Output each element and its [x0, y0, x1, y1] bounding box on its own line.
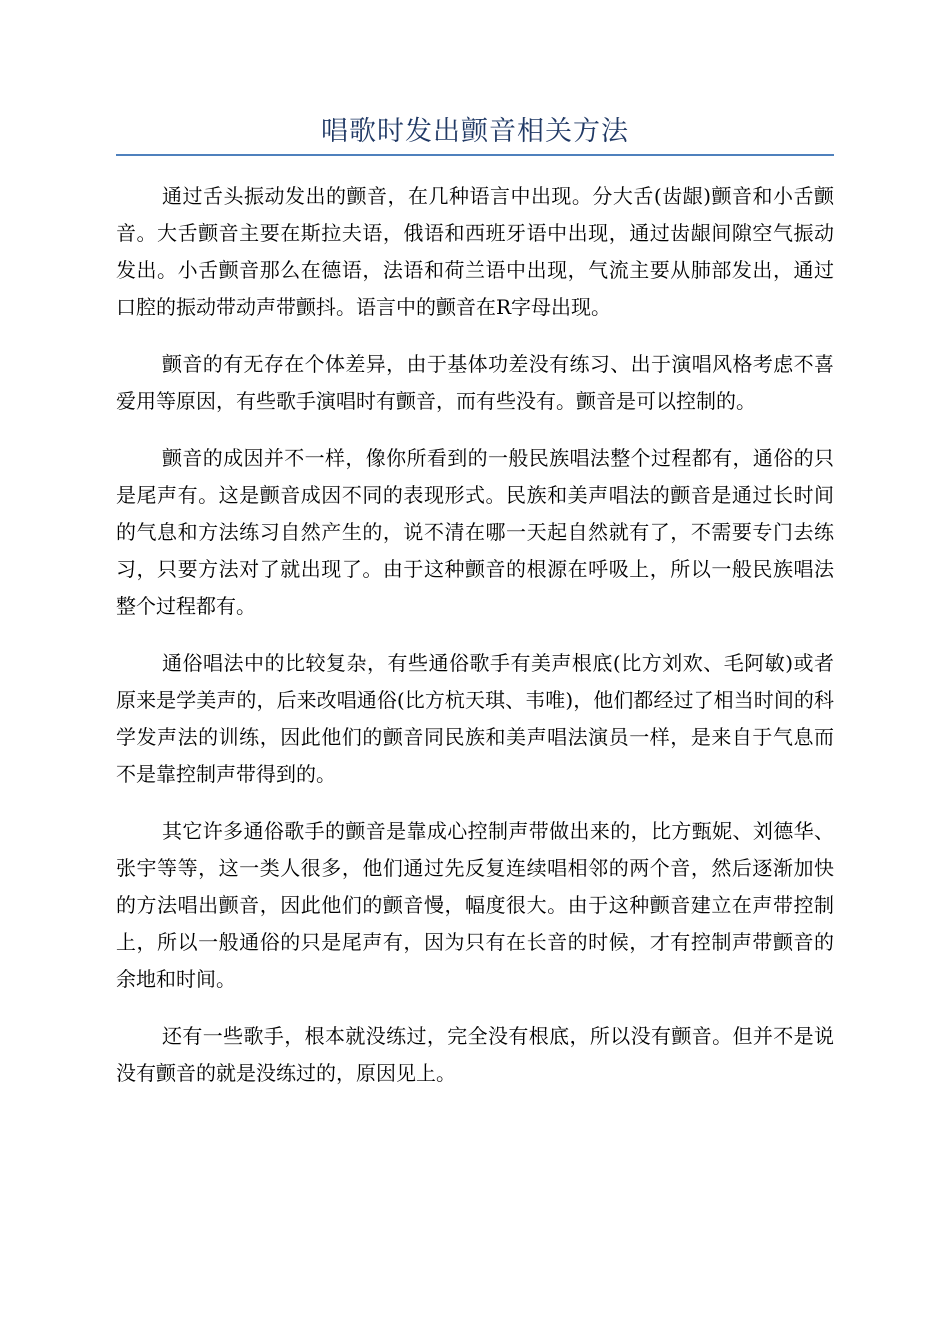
page-title: 唱歌时发出颤音相关方法	[321, 116, 629, 147]
paragraph-6: 还有一些歌手，根本就没练过，完全没有根底，所以没有颤音。但并不是说没有颤音的就是没练过的，原因见上。	[116, 1024, 834, 1085]
paragraph-2: 颤音的有无存在个体差异，由于基体功差没有练习、出于演唱风格考虑不喜爱用等原因，有些歌手演唱时有颤音，而有些没有。颤音是可以控制的。	[116, 352, 834, 413]
paragraph-5: 其它许多通俗歌手的颤音是靠成心控制声带做出来的，比方甄妮、刘德华、张宇等等，这一类人很多，他们通过先反复连续唱相邻的两个音，然后逐渐加快的方法唱出颤音，因此他们的颤音慢，幅度很大。由于这种颤音建立在声带控制上，所以一般通俗的只是尾声有，因为只有在长音的时候，才有控制声带颤音的余地和时间。	[116, 819, 834, 991]
document-body	[116, 178, 834, 1112]
title-block	[116, 112, 834, 156]
paragraph-4: 通俗唱法中的比较复杂，有些通俗歌手有美声根底(比方刘欢、毛阿敏)或者原来是学美声的，后来改唱通俗(比方杭天琪、韦唯)，他们都经过了相当时间的科学发声法的训练，因此他们的颤音同民族和美声唱法演员一样，是来自于气息而不是靠控制声带得到的。	[116, 651, 834, 786]
paragraph-3: 颤音的成因并不一样，像你所看到的一般民族唱法整个过程都有，通俗的只是尾声有。这是颤音成因不同的表现形式。民族和美声唱法的颤音是通过长时间的气息和方法练习自然产生的，说不清在哪一天起自然就有了，不需要专门去练习，只要方法对了就出现了。由于这种颤音的根源在呼吸上，所以一般民族唱法整个过程都有。	[116, 446, 834, 618]
paragraph-1: 通过舌头振动发出的颤音，在几种语言中出现。分大舌(齿龈)颤音和小舌颤音。大舌颤音主要在斯拉夫语，俄语和西班牙语中出现，通过齿龈间隙空气振动发出。小舌颤音那么在德语，法语和荷兰语中出现，气流主要从肺部发出，通过口腔的振动带动声带颤抖。语言中的颤音在R字母出现。	[116, 184, 834, 319]
